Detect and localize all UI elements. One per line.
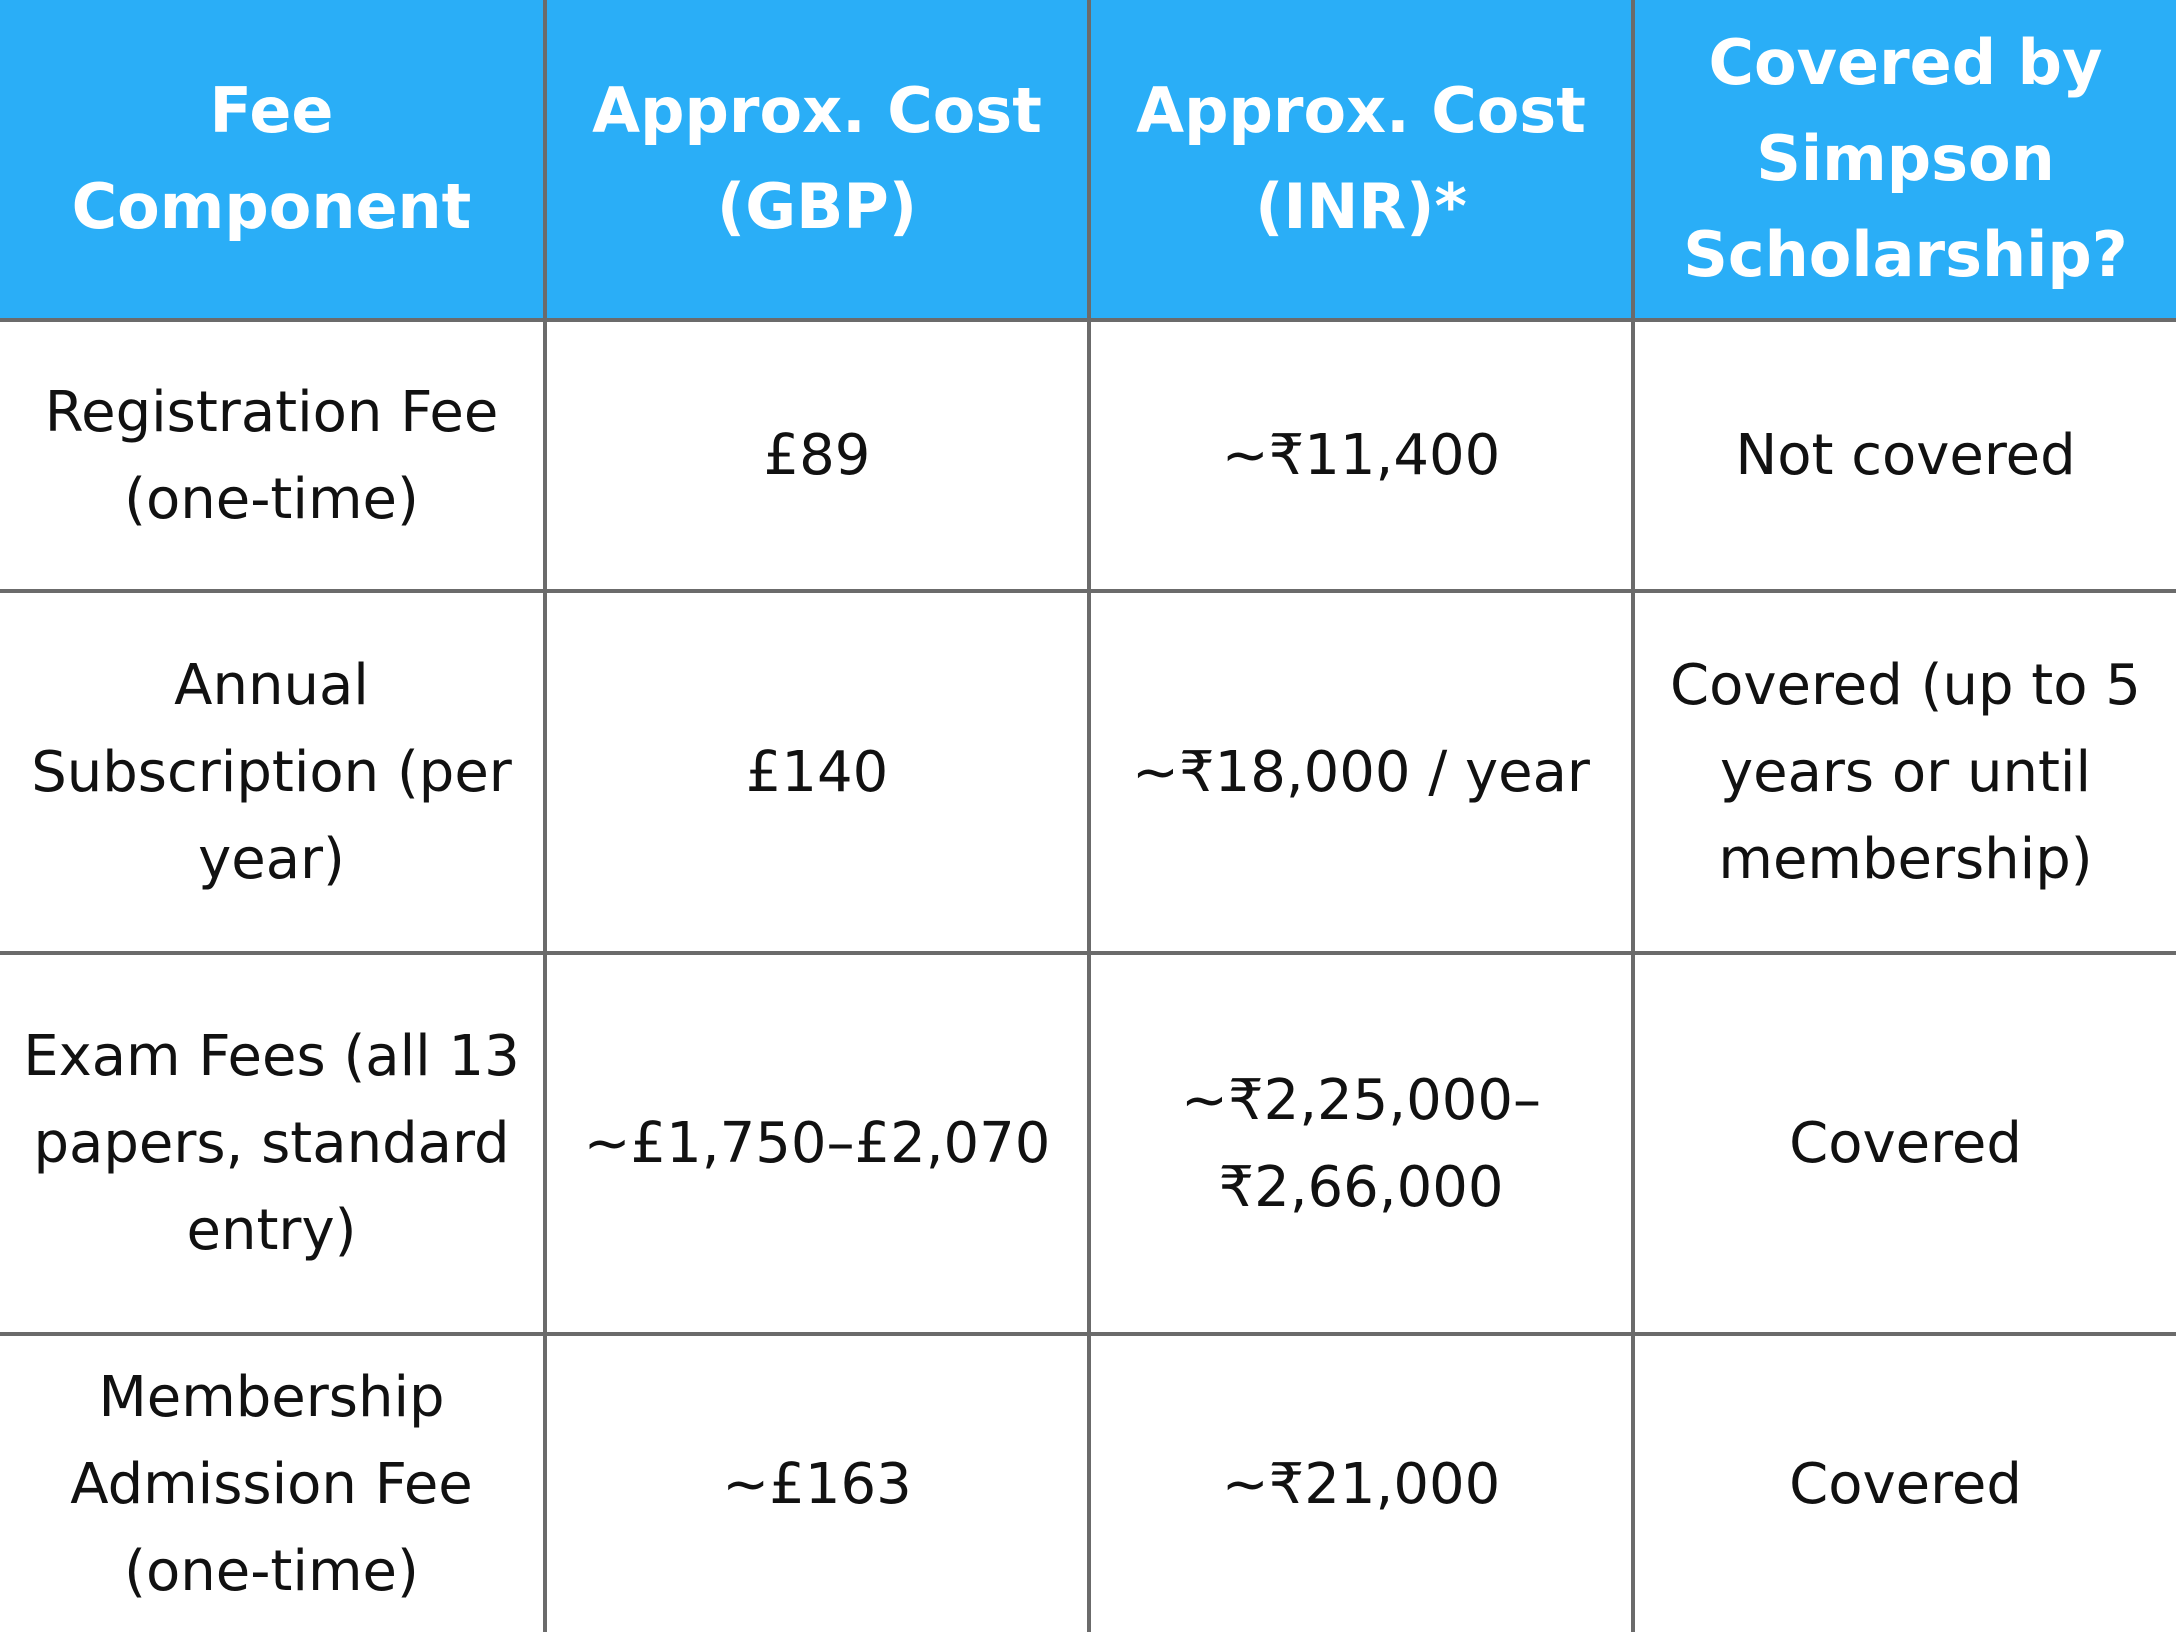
fee-component-cell: Exam Fees (all 13 papers, standard entry) <box>0 953 545 1334</box>
table-row <box>0 953 2176 1334</box>
fee-component-cell: Annual Subscription (per year) <box>0 591 545 953</box>
coverage-cell: Covered <box>1633 953 2176 1334</box>
table-row <box>0 320 2176 591</box>
fee-component-cell: Membership Admission Fee (one-time) <box>0 1334 545 1632</box>
coverage-cell: Not covered <box>1633 320 2176 591</box>
table-row <box>0 1334 2176 1632</box>
coverage-cell: Covered <box>1633 1334 2176 1632</box>
header-cost-gbp: Approx. Cost (GBP) <box>545 0 1089 320</box>
table-row <box>0 591 2176 953</box>
cost-inr-cell: ~₹2,25,000–₹2,66,000 <box>1089 953 1633 1334</box>
cost-gbp-cell: ~£1,750–£2,070 <box>545 953 1089 1334</box>
coverage-cell: Covered (up to 5 years or until membership) <box>1633 591 2176 953</box>
cost-gbp-cell: £140 <box>545 591 1089 953</box>
header-scholarship-coverage: Covered by Simpson Scholarship? <box>1633 0 2176 320</box>
cost-inr-cell: ~₹11,400 <box>1089 320 1633 591</box>
cost-inr-cell: ~₹21,000 <box>1089 1334 1633 1632</box>
cost-gbp-cell: ~£163 <box>545 1334 1089 1632</box>
cost-gbp-cell: £89 <box>545 320 1089 591</box>
table-header-row <box>0 0 2176 320</box>
header-cost-inr: Approx. Cost (INR)* <box>1089 0 1633 320</box>
cost-inr-cell: ~₹18,000 / year <box>1089 591 1633 953</box>
fee-component-cell: Registration Fee (one-time) <box>0 320 545 591</box>
header-fee-component: Fee Component <box>0 0 545 320</box>
